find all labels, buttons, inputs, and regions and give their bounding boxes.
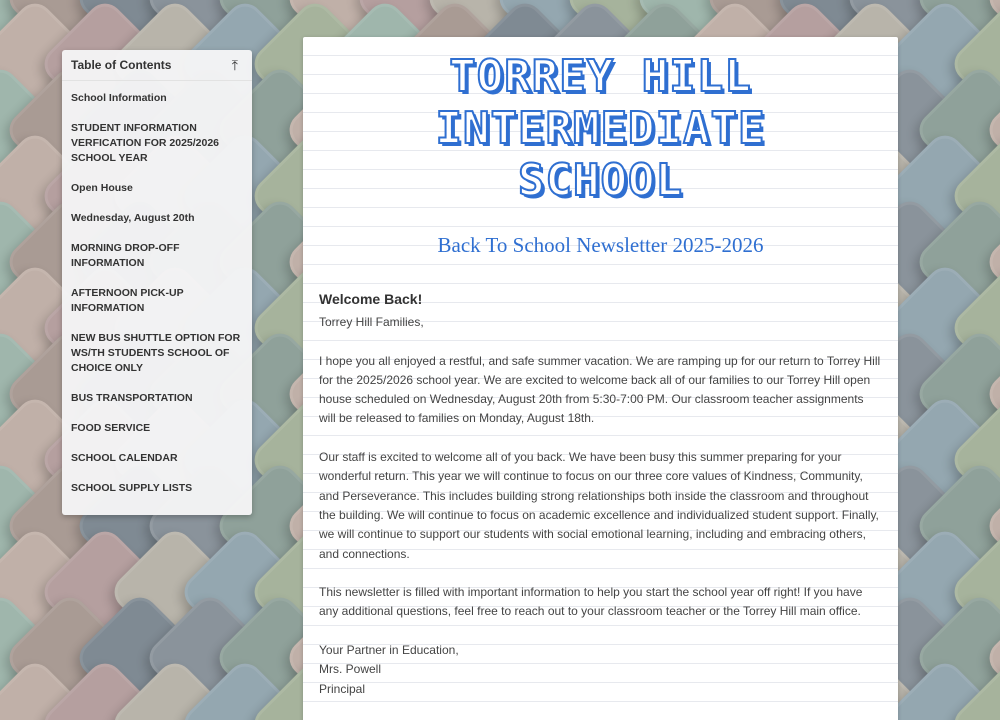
toc-item-new-bus-shuttle[interactable]: NEW BUS SHUTTLE OPTION FOR WS/TH STUDENTS SCHOOL OF CHOICE ONLY xyxy=(71,332,241,374)
school-name-logo xyxy=(303,51,898,207)
toc-item-open-house[interactable]: Open House xyxy=(71,182,133,194)
toc-header xyxy=(62,50,252,81)
toc-item-afternoon-pick-up[interactable]: AFTERNOON PICK-UP INFORMATION xyxy=(71,287,184,314)
signoff-text: Your Partner in Education, xyxy=(319,643,459,658)
toc-title: Table of Contents xyxy=(71,58,172,72)
article-heading: Welcome Back! xyxy=(319,291,423,307)
newsletter-card xyxy=(303,37,898,720)
article-body xyxy=(303,267,898,699)
toc-item-wednesday-august-20th[interactable]: Wednesday, August 20th xyxy=(71,212,195,224)
signer-name: Mrs. Powell xyxy=(319,662,382,677)
toc-item-school-information[interactable]: School Information xyxy=(71,92,167,104)
school-name-line-1: TORREY HILL xyxy=(449,51,752,102)
toc-item-school-calendar[interactable]: SCHOOL CALENDAR xyxy=(71,452,178,464)
table-of-contents xyxy=(62,50,252,515)
toc-item-bus-transportation[interactable]: BUS TRANSPORTATION xyxy=(71,392,193,404)
toc-item-morning-drop-off[interactable]: MORNING DROP-OFF INFORMATION xyxy=(71,242,180,269)
article-paragraph: This newsletter is filled with important information to help you start the school year off right! If you have any additional questions, feel free to reach out to your classroom teacher or the Torrey Hill main office. xyxy=(319,585,863,619)
newsletter-banner xyxy=(303,37,898,267)
newsletter-subtitle: Back To School Newsletter 2025-2026 xyxy=(437,233,764,257)
article-paragraph: Our staff is excited to welcome all of you back. We have been busy this summer preparing for your wonderful return. This year we will continue to focus on our three core values of Kindness, Community, and Perseverance. This includes building strong relationships both inside the classroom and throughout the building. We will continue to focus on academic excellence and individualized student support. Finally, we will continue to support our students with social emotional learning, including and embracing others, and connections. xyxy=(319,450,879,561)
school-name-line-3: SCHOOL xyxy=(518,155,683,206)
collapse-to-top-icon[interactable]: ⤒ xyxy=(231,57,238,73)
toc-list xyxy=(62,81,252,515)
article-greeting: Torrey Hill Families, xyxy=(319,315,424,329)
school-name-line-2: INTERMEDIATE xyxy=(435,103,766,154)
toc-item-student-information-verification[interactable]: STUDENT INFORMATION VERFICATION FOR 2025/2026 SCHOOL YEAR xyxy=(71,122,220,164)
article-paragraph: I hope you all enjoyed a restful, and safe summer vacation. We are ramping up for our return to Torrey Hill for the 2025/2026 school year. We are excited to welcome back all of our families to our Torrey Hill open house scheduled on Wednesday, August 20th from 5:30-7:00 PM. Our classroom teacher assignments will be released to families on Monday, August 18th. xyxy=(319,353,881,426)
signer-title: Principal xyxy=(319,681,366,696)
toc-item-school-supply-lists[interactable]: SCHOOL SUPPLY LISTS xyxy=(71,482,193,494)
toc-item-food-service[interactable]: FOOD SERVICE xyxy=(71,422,151,434)
